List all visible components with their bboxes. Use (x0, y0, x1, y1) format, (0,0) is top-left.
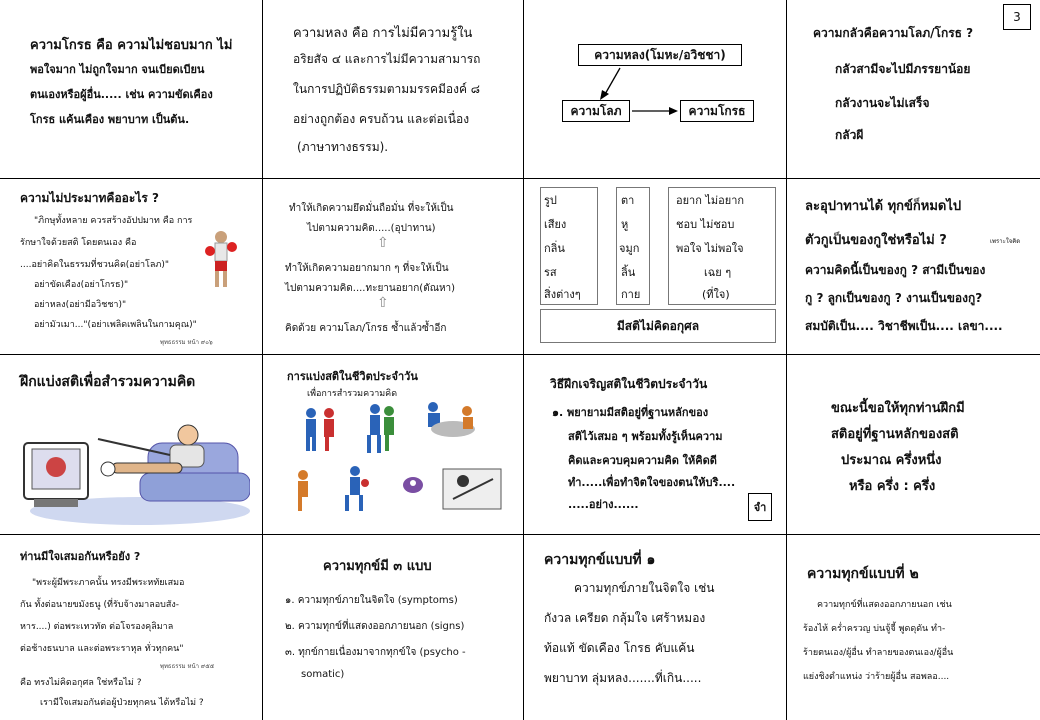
text-line: (ภาษาทางธรรม). (297, 140, 389, 154)
text-line: ความโกรธ คือ ความไม่ชอบมาก ไม่ (30, 38, 233, 53)
slide-thought-consequences (263, 179, 523, 354)
text-line: ไปตามความคิด.....(อุปาทาน) (307, 223, 436, 234)
slide-mindfulness-method (524, 355, 786, 534)
feeling: เฉย ๆ (704, 266, 732, 279)
text-line: ความหลง คือ การไม่มีความรู้ใน (293, 26, 473, 41)
text-line: ตัวกูเป็นของกูใช่หรือไม่ ? (805, 233, 947, 248)
text-line: ร้ายตนเอง/ผู้อื่น ทำลายของตนเอง/ผู้อื่น (803, 648, 954, 658)
text-line: คิดและควบคุมความคิด ให้คิดดี (568, 454, 717, 467)
list-item: ๒. ความทุกข์ที่แสดงออกภายนอก (signs) (285, 621, 465, 632)
text-line: กังวล เครียด กลุ้มใจ เศร้าหมอง (544, 611, 706, 625)
text-line: "ภิกษุทั้งหลาย ควรสร้างอัปปมาท คือ การ (34, 216, 193, 226)
mindfulness-footer: มีสติไม่คิดอกุศล (540, 309, 776, 343)
slide-title: ความทุกข์มี ๓ แบบ (323, 559, 432, 574)
text-line: รักษาใจด้วยสติ โดยตนเอง คือ (20, 238, 137, 248)
text-line: อย่าหลง(อย่ามีอวิชชา)" (34, 300, 127, 310)
slide-heedfulness (0, 179, 262, 354)
sense-organ: ลิ้น (621, 266, 636, 279)
sense-object: สิ่งต่างๆ (544, 288, 581, 301)
list-item: ๓. ทุกข์กายเนื่องมาจากทุกข์ใจ (psycho - (285, 647, 466, 658)
text-line: ตนเองหรือผู้อื่น..... เช่น ความขัดเคือง (30, 88, 213, 101)
text-line: ความทุกข์ที่แสดงออกภายนอก เช่น (817, 600, 952, 610)
slide-anger-definition (0, 0, 262, 178)
text-line: อย่ามัวเมา..."(อย่าเพลิดเพลินในกามคุณ)" (34, 320, 197, 330)
text-line: "พระผู้มีพระภาคนั้น ทรงมีพระหทัยเสมอ (32, 578, 185, 588)
daily-activities-illustration (283, 399, 513, 529)
slide-title: ฝึกแบ่งสติเพื่อสำรวมความคิด (20, 374, 196, 390)
text-line: .....อย่าง...... (568, 498, 639, 511)
text-line: กู ? ลูกเป็นของกู ? งานเป็นของกู? (805, 291, 983, 305)
box-greed: ความโลภ (562, 100, 630, 122)
text-line: สติไว้เสมอ ๆ พร้อมทั้งรู้เห็นความ (568, 430, 723, 443)
text-line: ความทุกข์ภายในจิตใจ เช่น (574, 581, 715, 595)
text-line: ๑. พยายามมีสติอยู่ที่ฐานหลักของ (552, 406, 709, 419)
diagram-arrows (524, 0, 786, 178)
slide-fear-question (787, 0, 1040, 178)
text-line: พอใจมาก ไม่ถูกใจมาก จนเบียดเบียน (30, 63, 205, 76)
slide-title: การแบ่งสติในชีวิตประจำวัน (287, 370, 418, 383)
slide-defilement-diagram (524, 0, 786, 178)
slide-title: ความไม่ประมาทคืออะไร ? (20, 191, 159, 205)
text-line: กลัวสามีจะไปมีภรรยาน้อย (835, 62, 971, 76)
text-line: ทำ.....เพื่อทำจิตใจของตนให้บริ.... (568, 476, 736, 489)
arrow-up-icon: ⇧ (377, 295, 389, 311)
sense-object: เสียง (544, 218, 567, 231)
text-line: ทำให้เกิดความยึดมั่นถือมั่น ที่จะให้เป็น (289, 203, 454, 214)
slide-divide-mindfulness (0, 355, 262, 534)
sense-organ: กาย (621, 288, 641, 301)
text-line: ร้องไห้ คร่ำครวญ บ่นจู้จี้ พูดดุดัน ทำ- (803, 624, 946, 634)
text-line: ทำให้เกิดความอยากมาก ๆ ที่จะให้เป็น (285, 263, 449, 274)
text-line: ไปตามความคิด....ทะยานอยาก(ตัณหา) (285, 283, 456, 294)
arrow-up-icon: ⇧ (377, 235, 389, 251)
slide-clinging (787, 179, 1040, 354)
slide-subtitle: เพื่อการสำรวมความคิด (307, 389, 398, 399)
text-line: สติอยู่ที่ฐานหลักของสติ (831, 427, 959, 442)
text-line: ละอุปาทานได้ ทุกข์ก็หมดไป (805, 199, 962, 214)
page-number: 3 (1003, 4, 1031, 30)
slide-senses-table (524, 179, 786, 354)
text-line: ....อย่าคิดในธรรมที่ชวนคิด(อย่าโลภ)" (20, 260, 169, 270)
text-line: ประมาณ ครึ่งหนึ่ง (841, 453, 942, 468)
sense-organ: จมูก (619, 242, 640, 255)
slide-delusion-definition (263, 0, 523, 178)
citation: พุทธธรรม หน้า ๙๕๕ (160, 663, 215, 670)
feeling: พอใจ ไม่พอใจ (676, 242, 744, 255)
slide-suffering-type-2 (787, 535, 1040, 720)
text-line: หรือ ครึ่ง : ครึ่ง (849, 479, 936, 494)
text-line: คิดด้วย ความโลภ/โกรธ ซ้ำแล้วซ้ำอีก (285, 323, 447, 334)
sense-object: กลิ่น (544, 242, 565, 255)
text-line: ต่อช้างธนบาล และต่อพระราหุล ทั่วทุกคน" (20, 644, 184, 654)
slide-title: ความทุกข์แบบที่ ๑ (544, 552, 656, 568)
feeling: อยาก ไม่อยาก (676, 194, 745, 207)
sense-organ: ตา (621, 194, 635, 207)
text-line: อย่าขัดเคือง(อย่าโกรธ)" (34, 280, 129, 290)
text-line: โกรธ แค้นเคือง พยาบาท เป็นต้น. (30, 113, 190, 126)
text-line: อริยสัจ ๔ และการไม่มีความสามารถ (293, 52, 481, 66)
small-note: เพราะใจคิด (990, 238, 1021, 245)
list-item: ๑. ความทุกข์ภายในจิตใจ (symptoms) (285, 595, 458, 606)
box-anger: ความโกรธ (680, 100, 754, 122)
slide-equanimity (0, 535, 262, 720)
tv-couch-illustration (20, 399, 250, 527)
slide-title: วิธีฝึกเจริญสติในชีวิตประจำวัน (550, 377, 708, 391)
text-line: ในการปฏิบัติธรรมตามมรรคมีองค์ ๘ (293, 82, 481, 96)
feeling: ชอบ ไม่ชอบ (676, 218, 735, 231)
slide-practice-now (787, 355, 1040, 534)
text-line: พยาบาท ลุ่มหลง.......ที่เกิน..... (544, 671, 702, 685)
text-line: ความคิดนี้เป็นของกู ? สามีเป็นของ (805, 263, 986, 277)
sense-organ: หู (621, 218, 629, 231)
box-delusion: ความหลง(โมหะ/อวิชชา) (578, 44, 742, 66)
sense-object: รส (544, 266, 557, 279)
slide-suffering-type-1 (524, 535, 786, 720)
text-line: ขณะนี้ขอให้ทุกท่านฝึกมี (831, 401, 965, 416)
text-line: กลัวงานจะไม่เสร็จ (835, 96, 930, 110)
slide-title: ความกลัวคือความโลภ/โกรธ ? (813, 26, 974, 40)
text-line: แย่งชิงตำแหน่ง ว่าร้ายผู้อื่น สอพลอ.... (803, 672, 950, 682)
text-line: กัน ทั้งต่อนายขมังธนู (ที่รับจ้างมาลอบสัง- (20, 600, 179, 610)
remember-note: จำ (748, 493, 772, 521)
slide-three-sufferings (263, 535, 523, 720)
slide-daily-mindfulness (263, 355, 523, 534)
text-line: สมบัติเป็น.... วิชาชีพเป็น.... เลขา.... (805, 319, 1003, 333)
boxer-illustration (204, 229, 238, 291)
list-item-cont: somatic) (301, 669, 345, 680)
text-line: คือ ทรงไม่คิดอกุศล ใช่หรือไม่ ? (20, 678, 142, 688)
slide-title: ความทุกข์แบบที่ ๒ (807, 566, 919, 582)
text-line: กลัวผี (835, 128, 864, 142)
citation: พุทธธรรม หน้า ๙๐๖ (160, 339, 213, 346)
sense-object: รูป (544, 194, 557, 207)
text-line: ท้อแท้ ขัดเคือง โกรธ คับแค้น (544, 641, 695, 655)
text-line: เรามีใจเสมอกันต่อผู้ป่วยทุกคน ได้หรือไม่ ? (40, 698, 204, 708)
slide-title: ท่านมีใจเสมอกันหรือยัง ? (20, 550, 141, 563)
text-line: หาร....) ต่อพระเทวทัต ต่อโจรองคุลิมาล (20, 622, 174, 632)
feeling: (ที่ใจ) (702, 288, 730, 301)
text-line: อย่างถูกต้อง ครบถ้วน และต่อเนื่อง (293, 112, 470, 126)
